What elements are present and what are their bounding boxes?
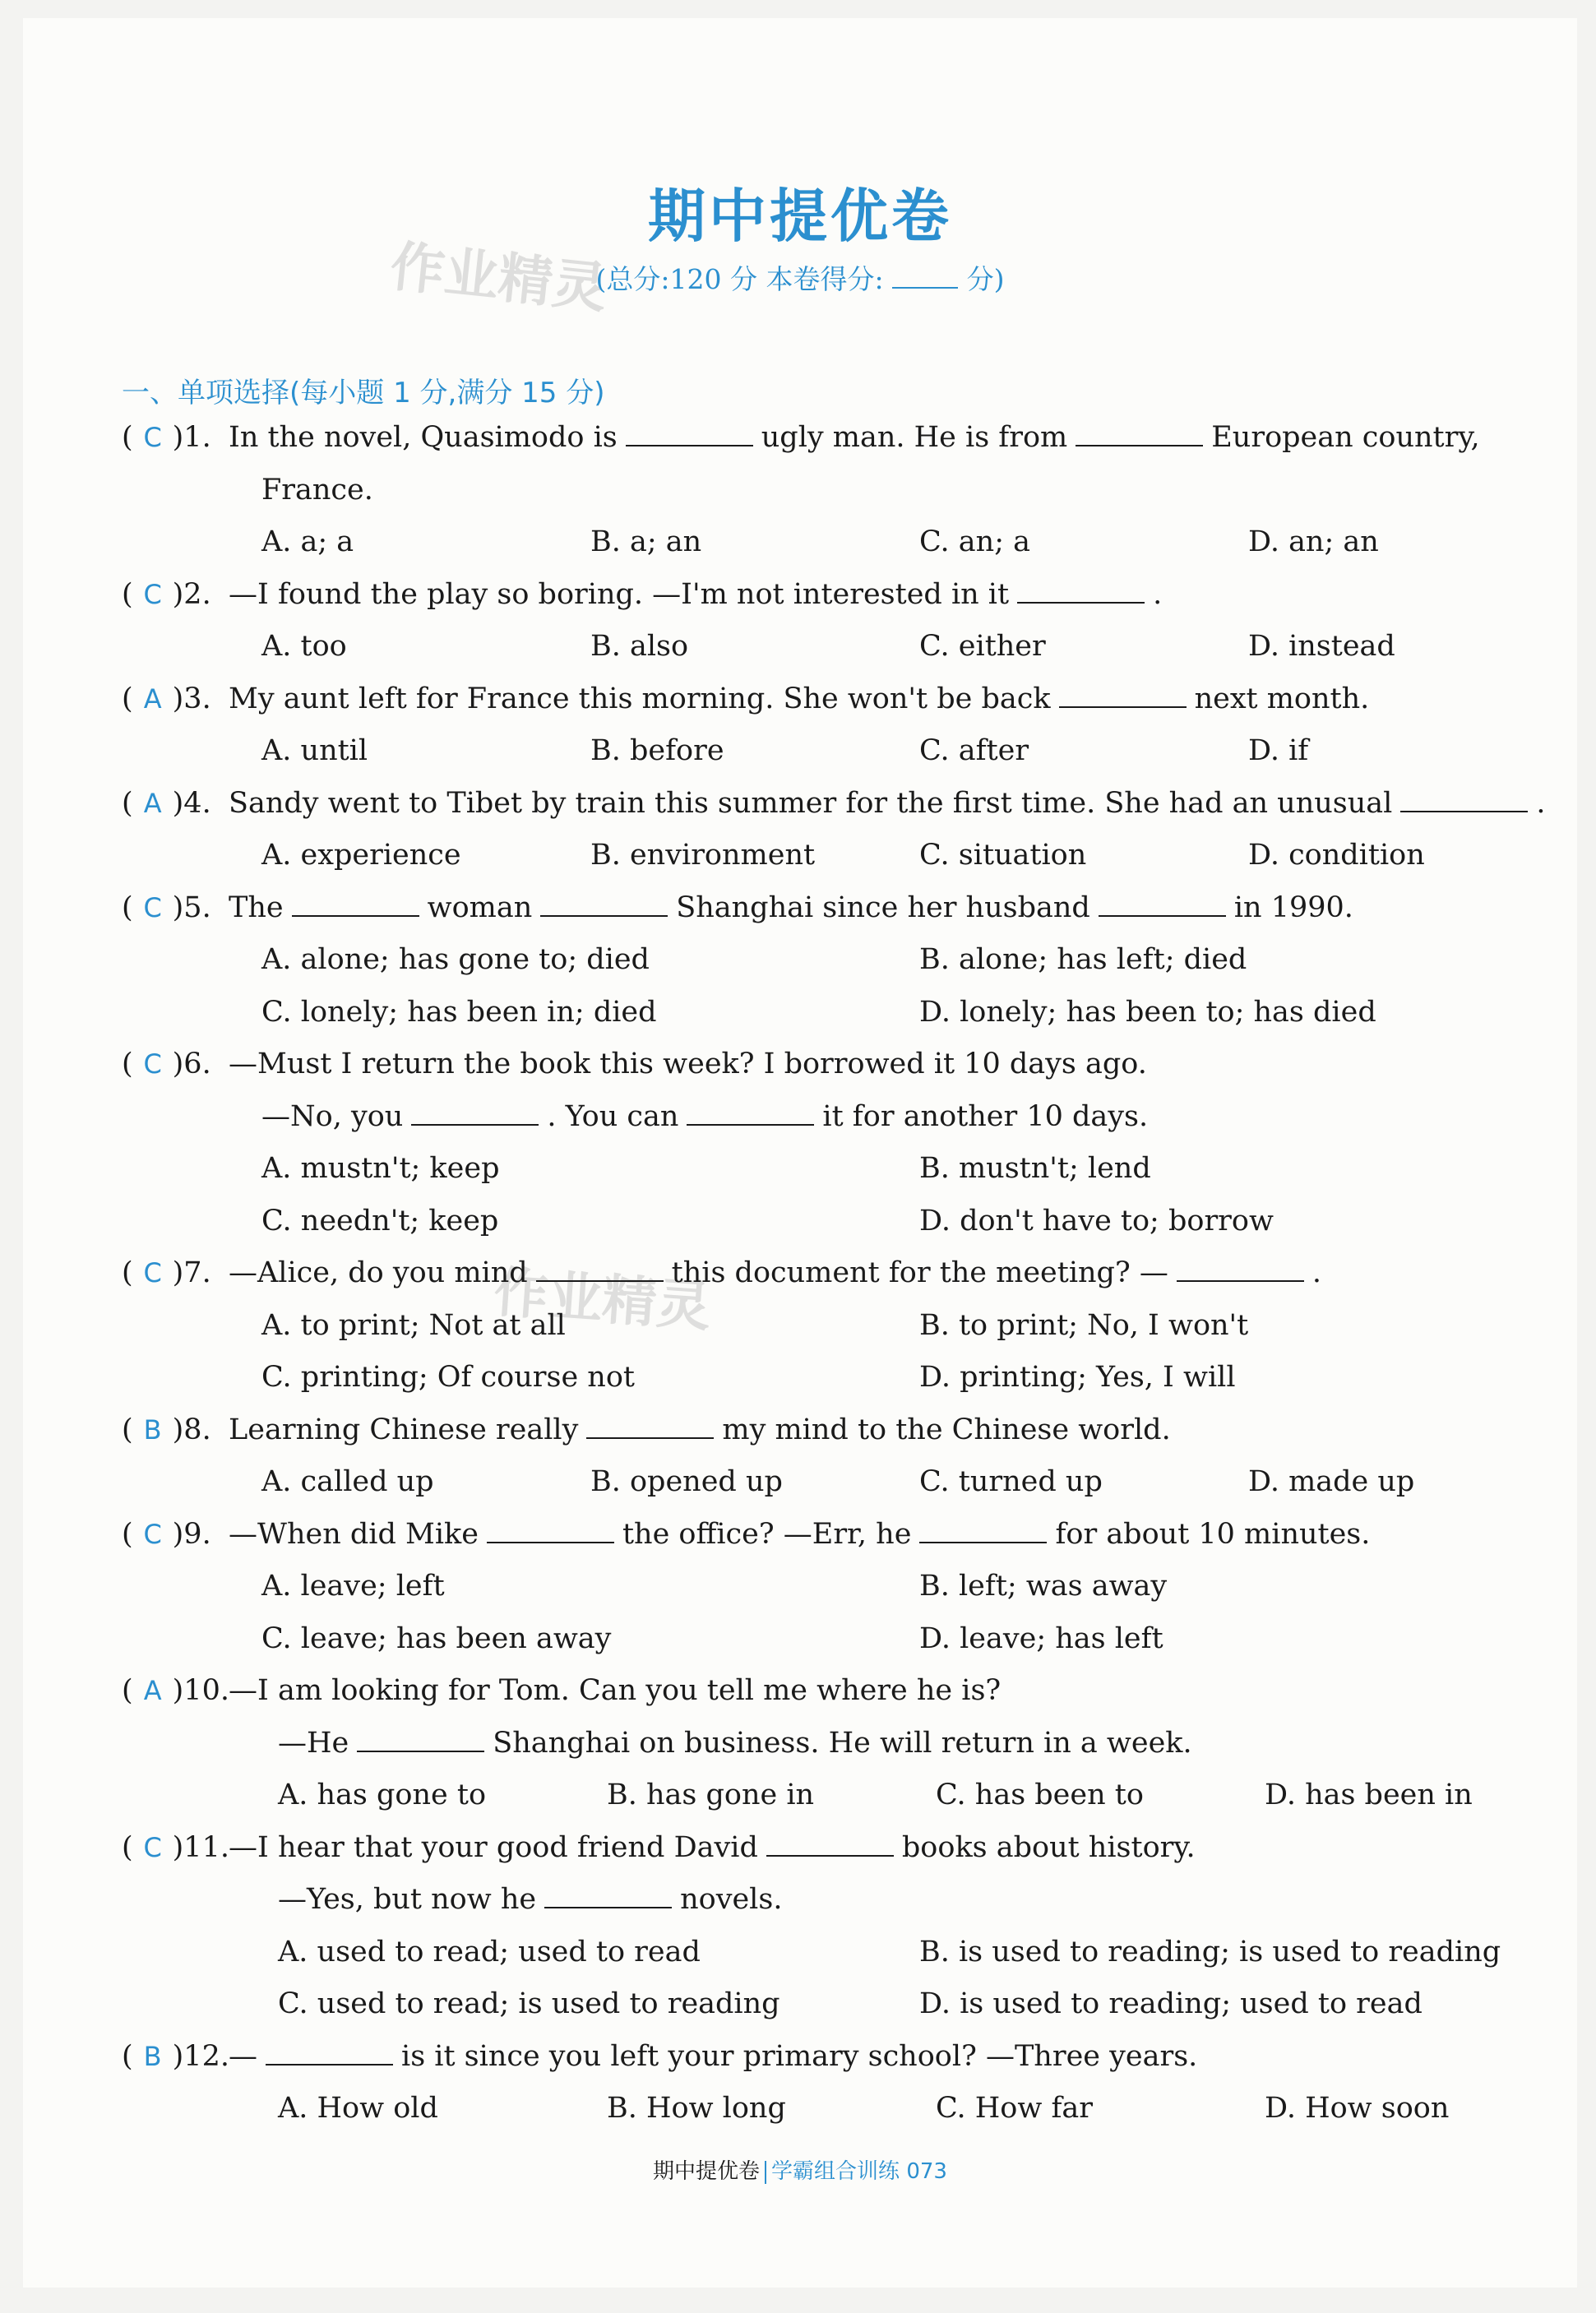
question-text: Shanghai since her husband [676,891,1090,924]
answer-bracket [122,787,229,820]
answer-blank[interactable] [292,894,419,917]
answer-blank[interactable] [266,2042,393,2066]
question-row [122,578,1162,611]
option-b[interactable]: B. mustn't; lend [919,1152,1151,1185]
question-row [122,2040,1197,2073]
option-a[interactable]: A. has gone to [278,1779,487,1811]
page-number: 073 [906,2159,947,2184]
option-c[interactable]: C. How far [936,2092,1094,2125]
option-a[interactable]: A. a; a [261,525,354,558]
footer-divider [765,2161,766,2184]
bracket-open: ( [122,1048,133,1080]
question-text: —Yes, but now he [278,1883,537,1916]
score-line [23,258,1577,297]
answer-blank[interactable] [1076,423,1203,446]
answer-bracket [122,1256,229,1289]
question-text: The [229,891,284,924]
answer-blank[interactable] [626,423,753,446]
option-c[interactable]: C. either [919,630,1046,663]
footer-brand: 学霸组合训练 [771,2159,900,2184]
bracket-open: ( [122,682,133,715]
question-number: )11. [172,1830,229,1864]
question-continuation [278,1883,782,1916]
option-d[interactable]: D. don't have to; borrow [919,1204,1274,1237]
option-d[interactable]: D. is used to reading; used to read [919,1987,1423,2020]
option-d[interactable]: D. leave; has left [919,1621,1163,1655]
answer-bracket [122,891,229,924]
score-text: (总分:120 分 本卷得分: [595,263,884,295]
question-text: my mind to the Chinese world. [722,1413,1171,1446]
option-a[interactable]: A. How old [278,2092,438,2125]
score-blank[interactable] [892,264,958,289]
question-text: Sandy went to Tibet by train this summer for the first time. She had an unusual [229,786,1393,820]
question-text: —I am looking for Tom. Can you tell me where he is? [229,1674,1002,1707]
question-text: In the novel, Quasimodo is [229,421,618,454]
question-text: Shanghai on business. He will return in a week. [493,1726,1192,1760]
option-b[interactable]: B. environment [590,839,816,872]
question-text: European country, [1211,421,1480,454]
option-a[interactable]: A. alone; has gone to; died [261,943,650,976]
option-a[interactable]: A. experience [261,839,461,872]
option-a[interactable]: A. until [261,734,368,767]
page-footer [23,2154,1577,2185]
question-number: )10. [172,1674,229,1707]
question-number: )2. [172,577,211,611]
answer-blank[interactable] [1177,1259,1304,1282]
question-text: — [229,2039,257,2073]
question-text: in 1990. [1233,891,1353,924]
footer-title: 期中提优卷 [653,2159,761,2184]
option-c[interactable]: C. lonely; has been in; died [261,995,657,1029]
option-b[interactable]: B. also [590,630,689,663]
option-d[interactable]: D. condition [1248,839,1425,872]
option-b[interactable]: B. left; was away [919,1570,1168,1603]
answer-blank[interactable] [919,1520,1047,1543]
answer-mark: B [143,2040,162,2072]
answer-bracket [122,1518,229,1551]
option-d[interactable]: D. printing; Yes, I will [919,1361,1236,1394]
option-d[interactable]: D. lonely; has been to; has died [919,995,1376,1029]
question-text: —No, you [261,1099,404,1133]
option-b[interactable]: B. alone; has left; died [919,943,1247,976]
page-title: 期中提优卷 [648,182,952,250]
answer-mark: C [143,1048,162,1080]
question-row [122,1413,1171,1446]
question-text: ugly man. He is from [761,421,1068,454]
answer-blank[interactable] [586,1416,714,1439]
question-row [122,787,1546,820]
bracket-open: ( [122,1674,133,1707]
answer-bracket [122,1048,229,1080]
question-text: My aunt left for France this morning. She won't be back [229,682,1051,715]
question-row [122,1518,1370,1551]
option-c[interactable]: C. turned up [919,1465,1103,1498]
answer-mark: A [143,682,162,715]
bracket-open: ( [122,577,133,611]
question-text: this document for the meeting? — [671,1256,1168,1289]
question-number: )12. [172,2039,229,2073]
answer-bracket [122,682,229,715]
answer-mark: C [143,1257,162,1288]
answer-blank[interactable] [766,1834,894,1857]
answer-mark: C [143,422,162,453]
option-a[interactable]: A. called up [261,1465,434,1498]
answer-blank[interactable] [357,1729,484,1752]
option-b[interactable]: B. has gone in [607,1779,815,1811]
question-number: )1. [172,421,211,454]
answer-bracket [122,1831,229,1864]
question-row [122,682,1369,715]
answer-mark: B [143,1413,162,1446]
option-d[interactable]: D. an; an [1248,525,1379,558]
question-number: )6. [172,1048,211,1080]
question-text: —Must I return the book this week? I borrowed it 10 days ago. [229,1048,1147,1080]
question-text: for about 10 minutes. [1055,1517,1371,1551]
bracket-open: ( [122,2039,133,2073]
option-d[interactable]: D. made up [1248,1465,1415,1498]
question-text: —When did Mike [229,1517,479,1551]
option-b[interactable]: B. is used to reading; is used to reading [919,1935,1501,1968]
answer-mark: A [143,787,162,819]
question-row [122,891,1353,924]
question-text: . You can [547,1099,679,1133]
option-b[interactable]: B. How long [607,2092,786,2125]
answer-mark: C [143,891,162,923]
option-d[interactable]: D. instead [1248,630,1395,663]
question-text: . [1536,786,1546,820]
answer-bracket [122,1674,229,1707]
option-b[interactable]: B. before [590,734,724,767]
option-d[interactable]: D. has been in [1265,1779,1473,1811]
question-text: —He [278,1726,349,1760]
question-row [122,1674,1001,1707]
option-b[interactable]: B. to print; No, I won't [919,1308,1249,1342]
question-number: )3. [172,682,211,715]
question-text: —I found the play so boring. —I'm not interested in it [229,577,1010,611]
question-text: . [1153,577,1163,611]
answer-blank[interactable] [544,1885,672,1908]
option-c[interactable]: C. needn't; keep [261,1204,499,1237]
question-text: is it since you left your primary school? —Three years. [401,2039,1198,2073]
section-heading: 一、单项选择(每小题 1 分,满分 15 分) [122,377,605,409]
question-text: the office? —Err, he [622,1517,912,1551]
question-text: it for another 10 days. [822,1099,1149,1133]
question-number: )8. [172,1413,211,1446]
question-number: )4. [172,786,211,820]
question-row [122,421,1480,454]
question-row [122,1831,1196,1864]
option-a[interactable]: A. leave; left [261,1570,445,1603]
question-text: woman [427,891,533,924]
option-c[interactable]: C. used to read; is used to reading [278,1987,780,2020]
option-d[interactable]: D. if [1248,734,1309,767]
question-text: —Alice, do you mind [229,1256,528,1289]
option-c[interactable]: C. an; a [919,525,1030,558]
bracket-open: ( [122,1517,133,1551]
answer-bracket [122,421,229,454]
option-c[interactable]: C. after [919,734,1029,767]
option-c[interactable]: C. leave; has been away [261,1621,612,1655]
bracket-open: ( [122,1830,133,1864]
option-a[interactable]: A. used to read; used to read [278,1935,701,1968]
question-continuation [261,1100,1148,1133]
question-text: . [1311,1256,1321,1289]
question-continuation [278,1727,1192,1760]
answer-bracket [122,2040,229,2073]
question-continuation: France. [261,473,373,507]
exam-page [23,18,1577,2288]
option-b[interactable]: B. opened up [590,1465,783,1498]
answer-blank[interactable] [1059,685,1187,708]
question-text: novels. [680,1883,783,1916]
answer-bracket [122,1413,229,1446]
bracket-open: ( [122,786,133,820]
watermark: 作业精灵 [492,1260,713,1339]
answer-blank[interactable] [536,1259,664,1282]
bracket-open: ( [122,1256,133,1289]
watermark: 作业精灵 [387,234,610,321]
answer-blank[interactable] [1400,789,1528,812]
option-a[interactable]: A. to print; Not at all [261,1308,566,1342]
bracket-open: ( [122,891,133,924]
answer-mark: A [143,1675,162,1706]
bracket-open: ( [122,1413,133,1446]
score-unit: 分) [966,263,1005,295]
question-text: next month. [1194,682,1370,715]
question-row [122,1048,1147,1080]
option-a[interactable]: A. mustn't; keep [261,1152,500,1185]
question-number: )9. [172,1517,211,1551]
answer-mark: C [143,578,162,610]
option-c[interactable]: C. situation [919,839,1087,872]
answer-blank[interactable] [687,1103,814,1126]
question-text: books about history. [901,1830,1196,1864]
option-d[interactable]: D. How soon [1265,2092,1450,2125]
option-b[interactable]: B. a; an [590,525,702,558]
question-text: Learning Chinese really [229,1413,579,1446]
option-c[interactable]: C. has been to [936,1779,1144,1811]
answer-blank[interactable] [540,894,668,917]
option-c[interactable]: C. printing; Of course not [261,1361,635,1394]
answer-blank[interactable] [1099,894,1226,917]
answer-blank[interactable] [1017,581,1145,604]
answer-bracket [122,578,229,611]
question-text: —I hear that your good friend David [229,1830,758,1864]
answer-blank[interactable] [411,1103,539,1126]
answer-blank[interactable] [487,1520,614,1543]
question-number: )5. [172,891,211,924]
option-a[interactable]: A. too [261,630,347,663]
answer-mark: C [143,1831,162,1863]
question-number: )7. [172,1256,211,1289]
question-row [122,1256,1321,1289]
bracket-open: ( [122,421,133,454]
answer-mark: C [143,1518,162,1550]
